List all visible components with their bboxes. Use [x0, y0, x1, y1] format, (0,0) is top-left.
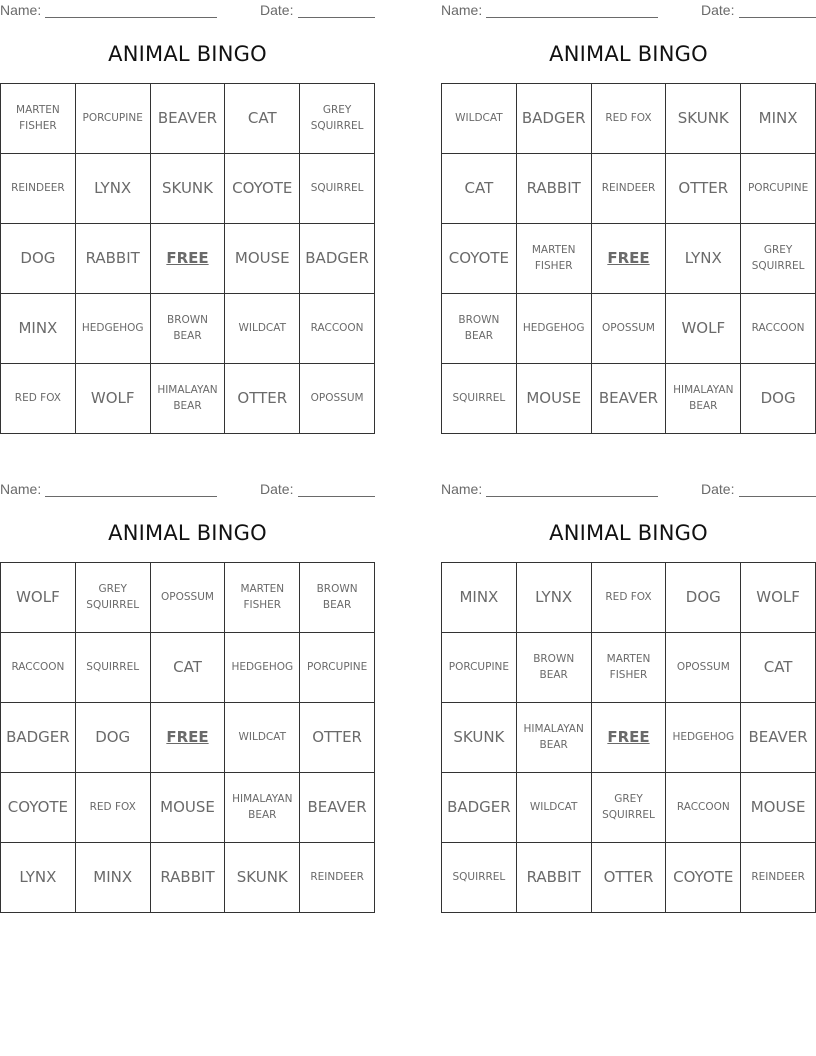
bingo-cell[interactable]: GREY SQUIRREL	[300, 84, 375, 154]
bingo-cell[interactable]: BEAVER	[741, 703, 816, 773]
bingo-cell[interactable]: WOLF	[76, 364, 151, 434]
bingo-cell[interactable]: BROWN BEAR	[300, 563, 375, 633]
bingo-cell[interactable]: OTTER	[592, 843, 667, 913]
bingo-cell[interactable]: DOG	[666, 563, 741, 633]
date-field[interactable]	[739, 17, 816, 18]
bingo-cell[interactable]: SKUNK	[442, 703, 517, 773]
bingo-cell[interactable]: HEDGEHOG	[76, 294, 151, 364]
bingo-cell[interactable]: GREY SQUIRREL	[741, 224, 816, 294]
bingo-cell[interactable]: WILDCAT	[225, 703, 300, 773]
card-header	[441, 0, 816, 20]
bingo-cell[interactable]: WILDCAT	[225, 294, 300, 364]
name-field[interactable]	[486, 496, 658, 497]
bingo-cell[interactable]: SKUNK	[225, 843, 300, 913]
bingo-cell[interactable]: RABBIT	[517, 843, 592, 913]
bingo-cell[interactable]: RACCOON	[741, 294, 816, 364]
bingo-cell[interactable]: WILDCAT	[442, 84, 517, 154]
free-space-cell[interactable]: FREE	[151, 703, 226, 773]
bingo-cell[interactable]: SKUNK	[666, 84, 741, 154]
bingo-cell[interactable]: PORCUPINE	[741, 154, 816, 224]
bingo-cell[interactable]: MINX	[1, 294, 76, 364]
bingo-cell[interactable]: RACCOON	[300, 294, 375, 364]
date-label: Date:	[260, 2, 294, 18]
bingo-cell[interactable]: GREY SQUIRREL	[76, 563, 151, 633]
date-label: Date:	[701, 2, 735, 18]
free-space-cell[interactable]: FREE	[151, 224, 226, 294]
name-label: Name:	[441, 2, 483, 18]
name-label: Name:	[441, 481, 483, 497]
bingo-cell[interactable]: MOUSE	[517, 364, 592, 434]
bingo-cell[interactable]: MARTEN FISHER	[1, 84, 76, 154]
bingo-cell[interactable]: OPOSSUM	[666, 633, 741, 703]
card-header	[0, 479, 375, 499]
card-title: ANIMAL BINGO	[549, 42, 708, 66]
bingo-cell[interactable]: BEAVER	[151, 84, 226, 154]
bingo-cell[interactable]: HIMALAYAN BEAR	[517, 703, 592, 773]
bingo-card	[441, 0, 816, 412]
bingo-cell[interactable]: WOLF	[666, 294, 741, 364]
bingo-cell[interactable]: REINDEER	[300, 843, 375, 913]
bingo-cell[interactable]: OTTER	[666, 154, 741, 224]
card-header	[441, 479, 816, 499]
bingo-grid	[441, 83, 816, 434]
bingo-cell[interactable]: BADGER	[517, 84, 592, 154]
bingo-cell[interactable]: RACCOON	[666, 773, 741, 843]
bingo-cell[interactable]: DOG	[1, 224, 76, 294]
bingo-cell[interactable]: COYOTE	[225, 154, 300, 224]
bingo-cell[interactable]: RABBIT	[151, 843, 226, 913]
bingo-cell[interactable]: MARTEN FISHER	[517, 224, 592, 294]
card-header	[0, 0, 375, 20]
bingo-cell[interactable]: SQUIRREL	[442, 364, 517, 434]
bingo-cell[interactable]: MARTEN FISHER	[225, 563, 300, 633]
bingo-cell[interactable]: CAT	[151, 633, 226, 703]
bingo-cell[interactable]: COYOTE	[442, 224, 517, 294]
bingo-cell[interactable]: MINX	[76, 843, 151, 913]
bingo-cell[interactable]: BROWN BEAR	[442, 294, 517, 364]
date-field[interactable]	[298, 17, 375, 18]
bingo-cell[interactable]: OTTER	[300, 703, 375, 773]
name-field[interactable]	[486, 17, 658, 18]
bingo-cell[interactable]: DOG	[741, 364, 816, 434]
bingo-cell[interactable]: RABBIT	[517, 154, 592, 224]
bingo-cell[interactable]: CAT	[225, 84, 300, 154]
bingo-cell[interactable]: RED FOX	[1, 364, 76, 434]
bingo-cell[interactable]: RED FOX	[592, 84, 667, 154]
bingo-cell[interactable]: COYOTE	[1, 773, 76, 843]
name-label: Name:	[0, 2, 42, 18]
bingo-cell[interactable]: CAT	[741, 633, 816, 703]
bingo-cell[interactable]: SQUIRREL	[300, 154, 375, 224]
bingo-grid	[0, 83, 375, 434]
bingo-grid	[0, 562, 375, 913]
name-field[interactable]	[45, 496, 217, 497]
date-field[interactable]	[298, 496, 375, 497]
bingo-cell[interactable]: BADGER	[1, 703, 76, 773]
bingo-cell[interactable]: PORCUPINE	[300, 633, 375, 703]
date-field[interactable]	[739, 496, 816, 497]
card-title: ANIMAL BINGO	[108, 42, 267, 66]
bingo-cell[interactable]: OPOSSUM	[592, 294, 667, 364]
card-title: ANIMAL BINGO	[108, 521, 267, 545]
bingo-cell[interactable]: HEDGEHOG	[666, 703, 741, 773]
bingo-cell[interactable]: PORCUPINE	[442, 633, 517, 703]
bingo-cell[interactable]: SQUIRREL	[442, 843, 517, 913]
bingo-cell[interactable]: BEAVER	[300, 773, 375, 843]
date-label: Date:	[260, 481, 294, 497]
card-title: ANIMAL BINGO	[549, 521, 708, 545]
bingo-cell[interactable]: CAT	[442, 154, 517, 224]
bingo-cell[interactable]: OTTER	[225, 364, 300, 434]
bingo-cell[interactable]: REINDEER	[592, 154, 667, 224]
bingo-cell[interactable]: LYNX	[76, 154, 151, 224]
bingo-cell[interactable]: RED FOX	[592, 563, 667, 633]
bingo-cell[interactable]: WOLF	[741, 563, 816, 633]
bingo-cell[interactable]: BROWN BEAR	[517, 633, 592, 703]
bingo-cell[interactable]: DOG	[76, 703, 151, 773]
bingo-cell[interactable]: MOUSE	[741, 773, 816, 843]
bingo-cell[interactable]: HIMALAYAN BEAR	[225, 773, 300, 843]
bingo-cell[interactable]: OPOSSUM	[300, 364, 375, 434]
bingo-cell[interactable]: GREY SQUIRREL	[592, 773, 667, 843]
bingo-cell[interactable]: SQUIRREL	[76, 633, 151, 703]
bingo-cell[interactable]: BEAVER	[592, 364, 667, 434]
bingo-card	[0, 479, 375, 886]
bingo-cell[interactable]: HEDGEHOG	[517, 294, 592, 364]
bingo-cell[interactable]: COYOTE	[666, 843, 741, 913]
bingo-cell[interactable]: REINDEER	[741, 843, 816, 913]
bingo-cell[interactable]: MINX	[741, 84, 816, 154]
bingo-cell[interactable]: RABBIT	[76, 224, 151, 294]
free-space-cell[interactable]: FREE	[592, 224, 667, 294]
bingo-cell[interactable]: WILDCAT	[517, 773, 592, 843]
bingo-cell[interactable]: RED FOX	[76, 773, 151, 843]
bingo-cell[interactable]: MOUSE	[151, 773, 226, 843]
bingo-cell[interactable]: LYNX	[1, 843, 76, 913]
bingo-grid	[441, 562, 816, 913]
bingo-cell[interactable]: HIMALAYAN BEAR	[666, 364, 741, 434]
name-label: Name:	[0, 481, 42, 497]
bingo-cell[interactable]: REINDEER	[1, 154, 76, 224]
bingo-cell[interactable]: OPOSSUM	[151, 563, 226, 633]
date-label: Date:	[701, 481, 735, 497]
bingo-cell[interactable]: HEDGEHOG	[225, 633, 300, 703]
bingo-cell[interactable]: MINX	[442, 563, 517, 633]
bingo-cell[interactable]: BADGER	[300, 224, 375, 294]
bingo-cell[interactable]: SKUNK	[151, 154, 226, 224]
bingo-cell[interactable]: LYNX	[666, 224, 741, 294]
bingo-cell[interactable]: BADGER	[442, 773, 517, 843]
bingo-cell[interactable]: MOUSE	[225, 224, 300, 294]
bingo-cell[interactable]: MARTEN FISHER	[592, 633, 667, 703]
bingo-cell[interactable]: BROWN BEAR	[151, 294, 226, 364]
bingo-cell[interactable]: LYNX	[517, 563, 592, 633]
bingo-card	[0, 0, 375, 412]
bingo-card	[441, 479, 816, 886]
name-field[interactable]	[45, 17, 217, 18]
bingo-cell[interactable]: RACCOON	[1, 633, 76, 703]
bingo-cell[interactable]: PORCUPINE	[76, 84, 151, 154]
bingo-cell[interactable]: WOLF	[1, 563, 76, 633]
free-space-cell[interactable]: FREE	[592, 703, 667, 773]
bingo-cell[interactable]: HIMALAYAN BEAR	[151, 364, 226, 434]
